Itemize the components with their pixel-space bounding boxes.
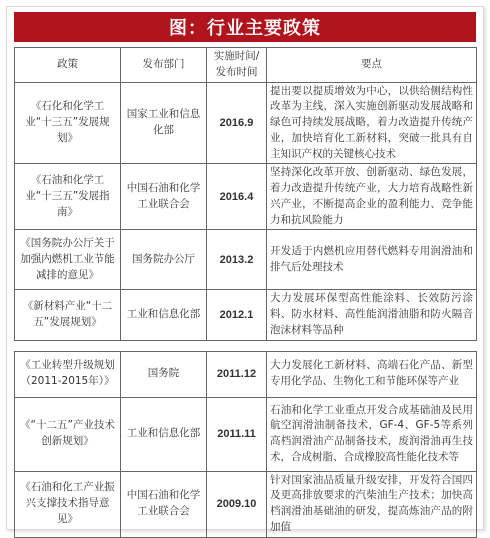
cell-time: 2011.11: [207, 397, 267, 471]
table-row: [15, 164, 477, 230]
cell-points: 针对国家油品质量升级安排，开发符合国四及更高排放要求的汽柴油生产技术；加快高档润滑油基础油的研发，提高炼油产品的附加值: [267, 471, 477, 537]
cell-policy: 《新材料产业“十二五”发展规划》: [15, 290, 121, 340]
cell-policy: 《国务院办公厅关于加强内燃机工业节能减排的意见》: [15, 230, 121, 290]
header-points: 要点: [267, 48, 477, 83]
cell-policy: 《石油和化学工业“十三五”发展指南》: [15, 164, 121, 230]
gap-cell: [15, 340, 477, 351]
cell-policy: 《石化和化学工业“十三五”发展规划》: [15, 82, 121, 164]
figure-frame: [6, 6, 484, 533]
cell-points: 坚持深化改革开放、创新驱动、绿色发展，着力改造提升传统产业，大力培育战略性新兴产业，不断提高企业的盈利能力、竞争能力和抗风险能力: [267, 164, 477, 230]
cell-time: 2016.4: [207, 164, 267, 230]
cell-policy: 《工业转型升级规划（2011-2015年）》: [15, 351, 121, 397]
cell-points: 大力发展化工新材料、高端石化产品、新型专用化学品、生物化工和节能环保等产业: [267, 351, 477, 397]
cell-dept: 国务院办公厅: [121, 230, 207, 290]
table-gap: [15, 340, 477, 351]
cell-points: 石油和化学工业重点开发合成基础油及民用航空润滑油制备技术，GF-4、GF-5等系列高档润滑油产品制备技术，废润滑油再生技术，合成树脂、合成橡胶高性能化技术等: [267, 397, 477, 471]
cell-dept: 工业和信息化部: [121, 397, 207, 471]
cell-dept: 国务院: [121, 351, 207, 397]
cell-points: 开发适于内燃机应用替代燃料专用润滑油和排气后处理技术: [267, 230, 477, 290]
table-row: [15, 471, 477, 537]
cell-time: 2013.2: [207, 230, 267, 290]
cell-dept: 国家工业和信息化部: [121, 82, 207, 164]
cell-time: 2012.1: [207, 290, 267, 340]
cell-time: 2009.10: [207, 471, 267, 537]
policy-table: [14, 47, 477, 538]
cell-points: 大力发展环保型高性能涂料、长效防污涂料、防水材料、高性能润滑油脂和防火隔音泡沫材料等品种: [267, 290, 477, 340]
figure-title: 图：行业主要政策: [14, 12, 476, 42]
table-row: [15, 290, 477, 340]
table-row: [15, 82, 477, 164]
cell-dept: 工业和信息化部: [121, 290, 207, 340]
table-row: [15, 230, 477, 290]
table-header-row: [15, 48, 477, 83]
header-policy: 政策: [15, 48, 121, 83]
cell-dept: 中国石油和化学工业联合会: [121, 164, 207, 230]
header-time: 实施时间/发布时间: [207, 48, 267, 83]
cell-policy: 《石油和化工产业振兴支撑技术指导意见》: [15, 471, 121, 537]
table-row: [15, 351, 477, 397]
table-row: [15, 397, 477, 471]
cell-time: 2011.12: [207, 351, 267, 397]
cell-policy: 《“十二五”产业技术创新规划》: [15, 397, 121, 471]
cell-dept: 中国石油和化学工业联合会: [121, 471, 207, 537]
cell-time: 2016.9: [207, 82, 267, 164]
cell-points: 提出要以提质增效为中心，以供给侧结构性改革为主线，深入实施创新驱动发展战略和绿色可持续发展战略，着力改造提升传统产业，加快培育化工新材料，突破一批具有自主知识产权的关键核心技术: [267, 82, 477, 164]
header-dept: 发布部门: [121, 48, 207, 83]
